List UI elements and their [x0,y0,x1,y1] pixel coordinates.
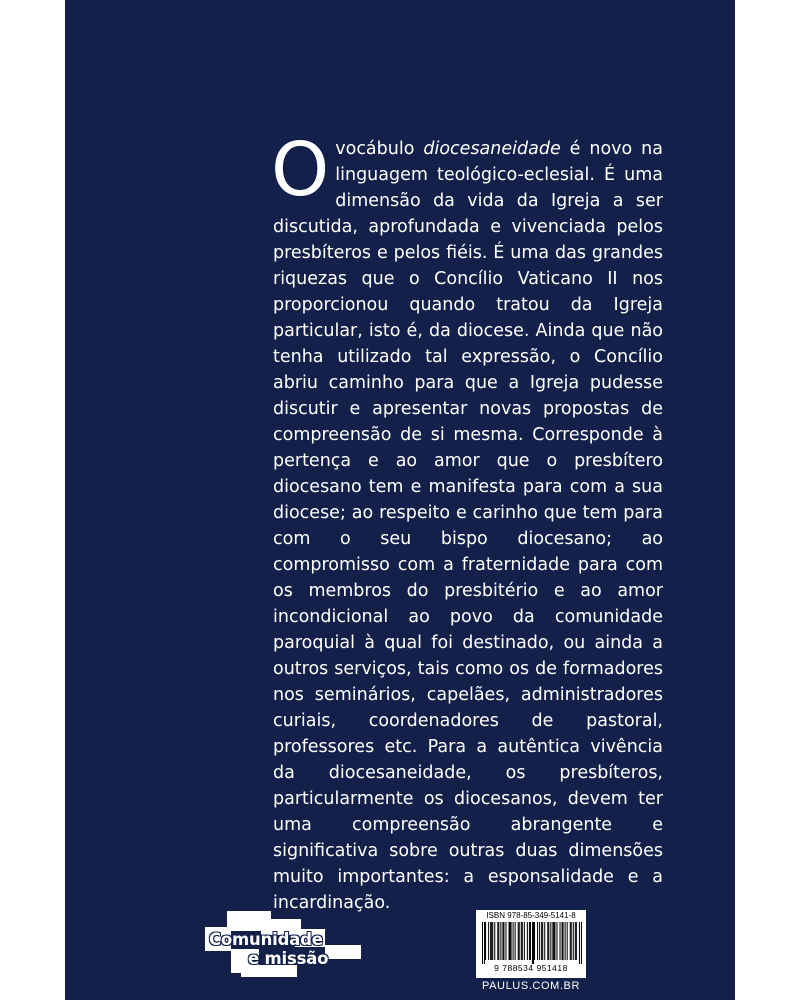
blurb-italic-term: diocesaneidade [423,139,561,159]
barcode-digits: 9 788534 951418 [494,963,568,973]
logo-line2: e missão [248,949,329,968]
logo-line1: Comunidade [209,930,323,949]
back-cover [65,0,735,1000]
collection-logo [205,905,375,985]
drop-cap: O [271,127,330,213]
barcode-bars [482,922,582,964]
barcode [476,910,586,978]
blurb-text [271,127,663,916]
blurb-body: é novo na linguagem teológico-eclesial. É uma dimensão da vida da Igreja a ser discutida, aprofundada e vivenciada pelos presbíteros e pelos fiéis. É uma das grandes riquezas que o Concílio Vaticano II nos proporcionou quando tratou da Igreja particular, isto é, da diocese. Ainda que não tenha utilizado tal expressão, o Concílio abriu caminho para que a Igreja pudesse discutir e apresentar novas propostas de compreensão de si mesma. Corresponde à pertença e ao amor que o presbítero diocesano tem e manifesta para com a sua diocese; ao respeito e carinho que tem para com o seu bispo diocesano; ao compromisso com a fraternidade para com os membros do presbitério e ao amor incondicional ao povo da comunidade paroquial à qual foi destinado, ou ainda a outros serviços, tais como os de formadores nos seminários, capelães, administradores curiais, coordenadores de pastoral, professores etc. Para a autêntica vivência da diocesaneidade, os presbíteros, particularmente os diocesanos, devem ter uma compreensão abrangente e significativa sobre outras duas dimensões muito importantes: a esponsalidade e a incardinação. [273,139,663,913]
blurb-lead: vocábulo [335,139,424,159]
isbn-label: ISBN 978-85-349-5141-8 [486,911,576,920]
publisher-url: PAULUS.COM.BR [476,978,586,994]
